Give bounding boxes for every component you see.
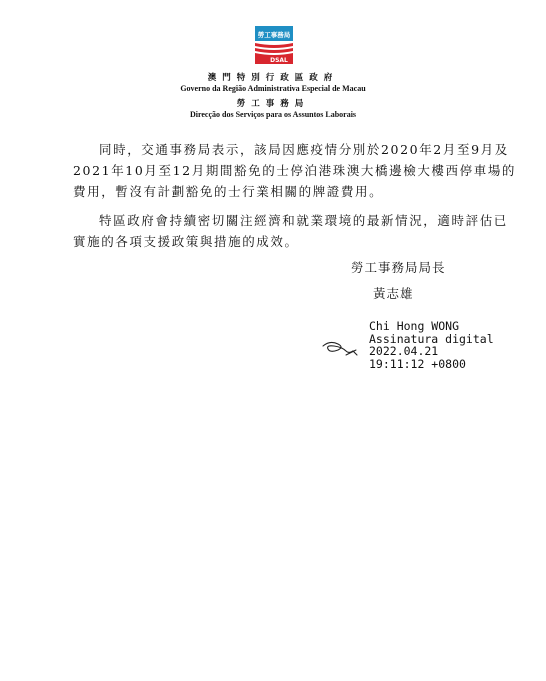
signatory-title: 勞工事務局局長 [351, 260, 446, 275]
dsal-logo [255, 26, 293, 64]
government-name-pt: Governo da Região Administrativa Especial de Macau [180, 84, 366, 93]
paragraph-line: 特區政府會持續密切關注經濟和就業環境的最新情況，適時評估已 [99, 213, 508, 228]
paragraph-government [73, 210, 508, 252]
digital-signature-time: 19:11:12 +0800 [369, 356, 466, 371]
paragraph-line: 實施的各項支援政策與措施的成效。 [73, 234, 299, 249]
signature-scribble-icon [320, 338, 360, 360]
paragraph-line: 同時，交通事務局表示，該局因應疫情分別於2020年2月至9月及 [99, 142, 509, 157]
signatory-name: 黃志雄 [373, 286, 414, 301]
paragraph-line: 費用，暫沒有計劃豁免的士行業相關的牌證費用。 [73, 184, 384, 199]
paragraph-line: 2021年10月至12月期間豁免的士停泊港珠澳大橋邊檢大樓西停車場的 [73, 163, 517, 178]
government-name-cn: 澳門特別行政區政府 [207, 73, 339, 83]
digital-signature-label: Assinatura digital [369, 331, 494, 346]
digital-signature-signer: Chi Hong WONG [369, 319, 460, 333]
bureau-name-cn: 勞工事務局 [236, 99, 310, 109]
digital-signature-date: 2022.04.21 [369, 344, 439, 358]
paragraph-transport [73, 139, 517, 202]
logo-text-top: 勞工事務局 [257, 31, 291, 39]
logo-text-bottom: DSAL [270, 57, 288, 64]
digital-signature-block [369, 320, 494, 370]
bureau-name-pt: Direcção dos Serviços para os Assuntos Laborais [189, 110, 357, 119]
